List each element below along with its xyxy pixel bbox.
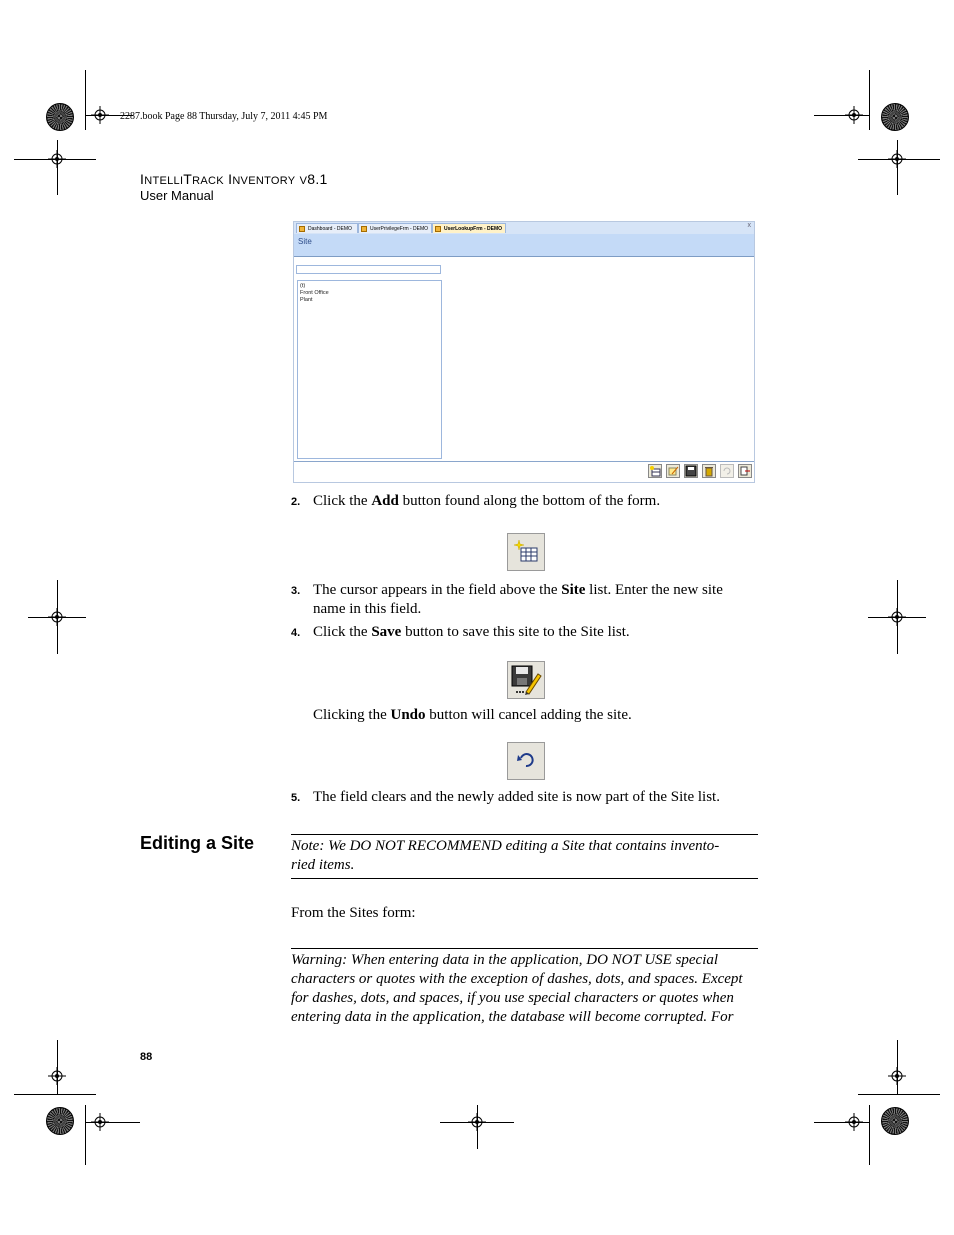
step-text-bold: Add xyxy=(371,493,399,509)
undo-note-part: button will cancel adding the site. xyxy=(425,707,632,723)
note-line: Note: We DO NOT RECOMMEND editing a Site that contains invento- xyxy=(291,838,720,854)
book-header: 2287.book Page 88 Thursday, July 7, 2011 4:45 PM xyxy=(120,111,328,122)
tab-user-privilege[interactable] xyxy=(358,223,432,233)
list-item[interactable]: (t) xyxy=(300,283,306,289)
running-title-part: I xyxy=(223,171,233,187)
undo-icon[interactable] xyxy=(720,464,734,478)
step-text-bold: Site xyxy=(561,582,586,598)
form-icon xyxy=(435,226,441,232)
running-title-part: V xyxy=(299,175,308,187)
running-title-part: RACK xyxy=(192,175,224,187)
step-number: 5. xyxy=(291,792,301,804)
undo-note-part: Clicking the xyxy=(313,707,391,723)
form-header xyxy=(294,234,754,257)
step-text: The field clears and the newly added site is now part of the Site list. xyxy=(313,789,720,805)
delete-icon[interactable] xyxy=(702,464,716,478)
warning-line: entering data in the application, the database will become corrupted. For xyxy=(291,1009,734,1025)
exit-icon[interactable] xyxy=(738,464,752,478)
list-item[interactable]: Front Office xyxy=(300,290,329,296)
form-icon xyxy=(299,226,305,232)
tab-dashboard[interactable] xyxy=(296,223,358,233)
site-input[interactable] xyxy=(296,265,441,274)
step-text xyxy=(313,492,660,511)
tab-label: UserLookupFrm - DEMO xyxy=(444,226,503,232)
form-toolbar xyxy=(294,461,754,483)
divider xyxy=(291,834,758,835)
step-text-part: Click the xyxy=(313,493,372,509)
form-icon xyxy=(361,226,367,232)
list-item[interactable]: Plant xyxy=(300,297,313,303)
step-text-part: button to save this site to the Site list. xyxy=(401,624,630,640)
form-header-label: Site xyxy=(298,237,312,246)
step-number: 3. xyxy=(291,585,301,597)
step-text-part: button found along the bottom of the form. xyxy=(398,493,661,509)
add-record-icon xyxy=(507,533,545,571)
step-text xyxy=(313,623,630,642)
running-title-part: T xyxy=(183,171,193,187)
note-line: ried items. xyxy=(291,857,355,873)
step-number: 4. xyxy=(291,627,301,639)
site-form-screenshot xyxy=(293,221,755,483)
warning-line: for dashes, dots, and spaces, if you use special characters or quotes when xyxy=(291,990,734,1006)
undo-note xyxy=(313,706,632,725)
running-title-part: I xyxy=(140,171,145,187)
step-text-part: The cursor appears in the field above the xyxy=(313,582,562,598)
note xyxy=(291,837,761,875)
warning-line: characters or quotes with the exception of dashes, dots, and spaces. Except xyxy=(291,971,743,987)
step-text xyxy=(313,581,763,619)
page-number: 88 xyxy=(140,1051,153,1063)
tab-user-lookup[interactable] xyxy=(432,223,506,233)
step-number: 2. xyxy=(291,496,301,508)
step-text-part: list. Enter the new site xyxy=(585,582,723,598)
divider xyxy=(291,948,758,949)
step-text-part: name in this field. xyxy=(313,601,422,617)
running-title-part: NTELLI xyxy=(144,175,184,187)
step-text-bold: Save xyxy=(371,624,402,640)
undo-note-bold: Undo xyxy=(390,707,426,723)
add-icon[interactable] xyxy=(648,464,662,478)
running-title-part: 8.1 xyxy=(307,171,328,187)
warning xyxy=(291,951,766,1027)
save-icon[interactable] xyxy=(684,464,698,478)
close-icon[interactable]: x xyxy=(747,222,751,229)
section-heading: Editing a Site xyxy=(140,833,255,853)
undo-icon xyxy=(507,742,545,780)
divider xyxy=(291,878,758,879)
step-text-part: Click the xyxy=(313,624,372,640)
warning-line: Warning: When entering data in the application, DO NOT USE special xyxy=(291,952,719,968)
tab-label: UserPrivilegeFrm - DEMO xyxy=(370,226,429,232)
site-list[interactable] xyxy=(297,280,442,459)
running-subtitle: User Manual xyxy=(140,188,214,203)
running-title xyxy=(140,171,328,187)
paragraph: From the Sites form: xyxy=(291,905,416,921)
edit-icon[interactable] xyxy=(666,464,680,478)
running-title-part: NVENTORY xyxy=(232,175,296,187)
tab-label: Dashboard - DEMO xyxy=(308,226,352,232)
save-icon xyxy=(507,661,545,699)
